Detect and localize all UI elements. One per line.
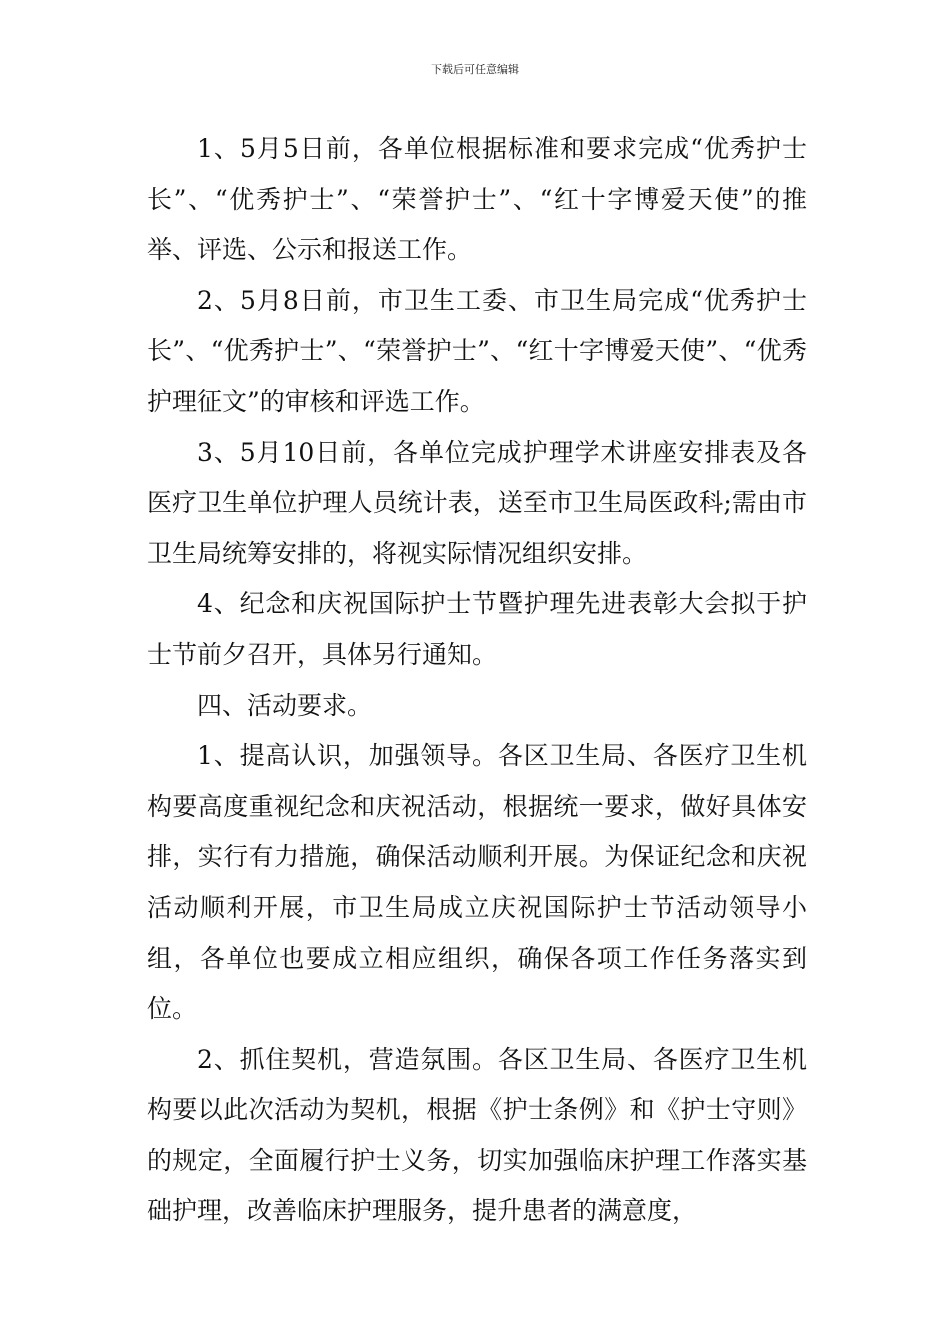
- paragraph-requirement-leadership: 1、提高认识，加强领导。各区卫生局、各医疗卫生机构要高度重视纪念和庆祝活动，根据统一要求，做好具体安排，实行有力措施，确保活动顺利开展。为保证纪念和庆祝活动顺利开展，市卫生局成立庆祝国际护士节活动领导小组，各单位也要成立相应组织，确保各项工作任务落实到位。: [147, 741, 807, 1024]
- header-note: 下载后可任意编辑: [431, 63, 519, 76]
- paragraph-deadline-may-5: 1、5月5日前，各单位根据标准和要求完成“优秀护士长”、“优秀护士”、“荣誉护士”、“红十字博爱天使”的推举、评选、公示和报送工作。: [147, 134, 807, 265]
- paragraph-deadline-may-8: 2、5月8日前，市卫生工委、市卫生局完成“优秀护士长”、“优秀护士”、“荣誉护士”、“红十字博爱天使”、“优秀护理征文”的审核和评选工作。: [147, 285, 807, 416]
- paragraph-commendation-meeting: 4、纪念和庆祝国际护士节暨护理先进表彰大会拟于护士节前夕召开，具体另行通知。: [147, 589, 807, 669]
- document-body: [147, 124, 807, 1237]
- section-heading-requirements: 四、活动要求。: [197, 690, 373, 720]
- paragraph-deadline-may-10: 3、5月10日前，各单位完成护理学术讲座安排表及各医疗卫生单位护理人员统计表，送至市卫生局医政科;需由市卫生局统筹安排的，将视实际情况组织安排。: [147, 437, 807, 568]
- paragraph-requirement-atmosphere: 2、抓住契机，营造氛围。各区卫生局、各医疗卫生机构要以此次活动为契机，根据《护士条例》和《护士守则》的规定，全面履行护士义务，切实加强临床护理工作落实基础护理，改善临床护理服务，提升患者的满意度，: [147, 1044, 807, 1226]
